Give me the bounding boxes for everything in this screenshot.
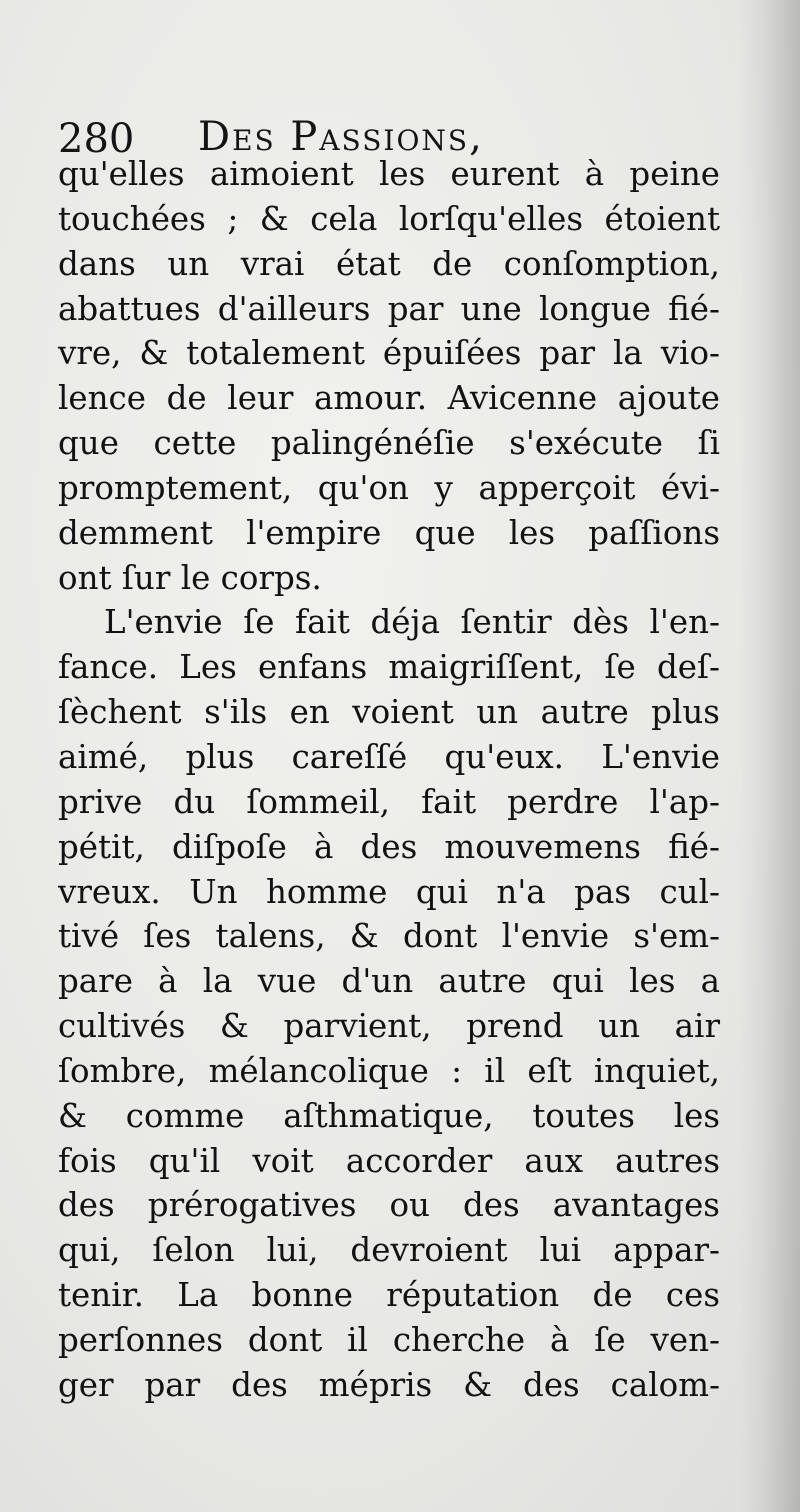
text-line: que cette palingénéſie s'exécute ſi — [58, 424, 720, 463]
paragraph-first-line: L'envie ſe fait déja ſentir dès l'en- — [104, 603, 720, 642]
running-title: Des Passions, — [198, 114, 484, 160]
text-line: aimé, plus careſſé qu'eux. L'envie — [58, 737, 720, 776]
text-line: vre, & totalement épuiſées par la vio- — [58, 334, 720, 373]
text-line: dans un vrai état de conſomption, — [58, 244, 720, 283]
text-line: vreux. Un homme qui n'a pas cul- — [58, 872, 720, 911]
text-line: ſombre, mélancolique : il eſt inquiet, — [58, 1051, 720, 1090]
page-edge-shadow — [740, 0, 800, 1512]
text-line: demment l'empire que les paſſions — [58, 513, 720, 552]
text-line: touchées ; & cela lorſqu'elles étoient — [58, 199, 720, 238]
text-line: pare à la vue d'un autre qui les a — [58, 962, 720, 1001]
text-line: qu'elles aimoient les eurent à peine — [58, 155, 720, 193]
text-line: ſèchent s'ils en voient un autre plus — [58, 693, 720, 732]
text-line: des prérogatives ou des avantages — [58, 1186, 720, 1225]
text-line: lence de leur amour. Avicenne ajoute — [58, 379, 720, 418]
text-line: ont ſur le corps. — [58, 558, 322, 597]
text-line: tenir. La bonne réputation de ces — [58, 1276, 720, 1315]
body-text — [58, 152, 720, 1408]
text-line: fois qu'il voit accorder aux autres — [58, 1141, 720, 1180]
text-line: perſonnes dont il cherche à ſe ven- — [58, 1320, 720, 1359]
text-line: qui, ſelon lui, devroient lui appar- — [58, 1231, 720, 1270]
text-line: ger par des mépris & des calom- — [58, 1365, 720, 1404]
text-line: fance. Les enfans maigriſſent, ſe deſ- — [58, 648, 720, 687]
text-line: prive du ſommeil, fait perdre l'ap- — [58, 782, 720, 821]
text-line: & comme aſthmatique, toutes les — [58, 1096, 720, 1135]
text-line: abattues d'ailleurs par une longue fié- — [58, 289, 720, 328]
text-line: pétit, diſpoſe à des mouvemens fié- — [58, 827, 720, 866]
text-line: tivé ſes talens, & dont l'envie s'em- — [58, 917, 720, 956]
text-line: promptement, qu'on y apperçoit évi- — [58, 468, 720, 507]
text-line: cultivés & parvient, prend un air — [58, 1007, 720, 1046]
page-number: 280 — [58, 116, 135, 162]
